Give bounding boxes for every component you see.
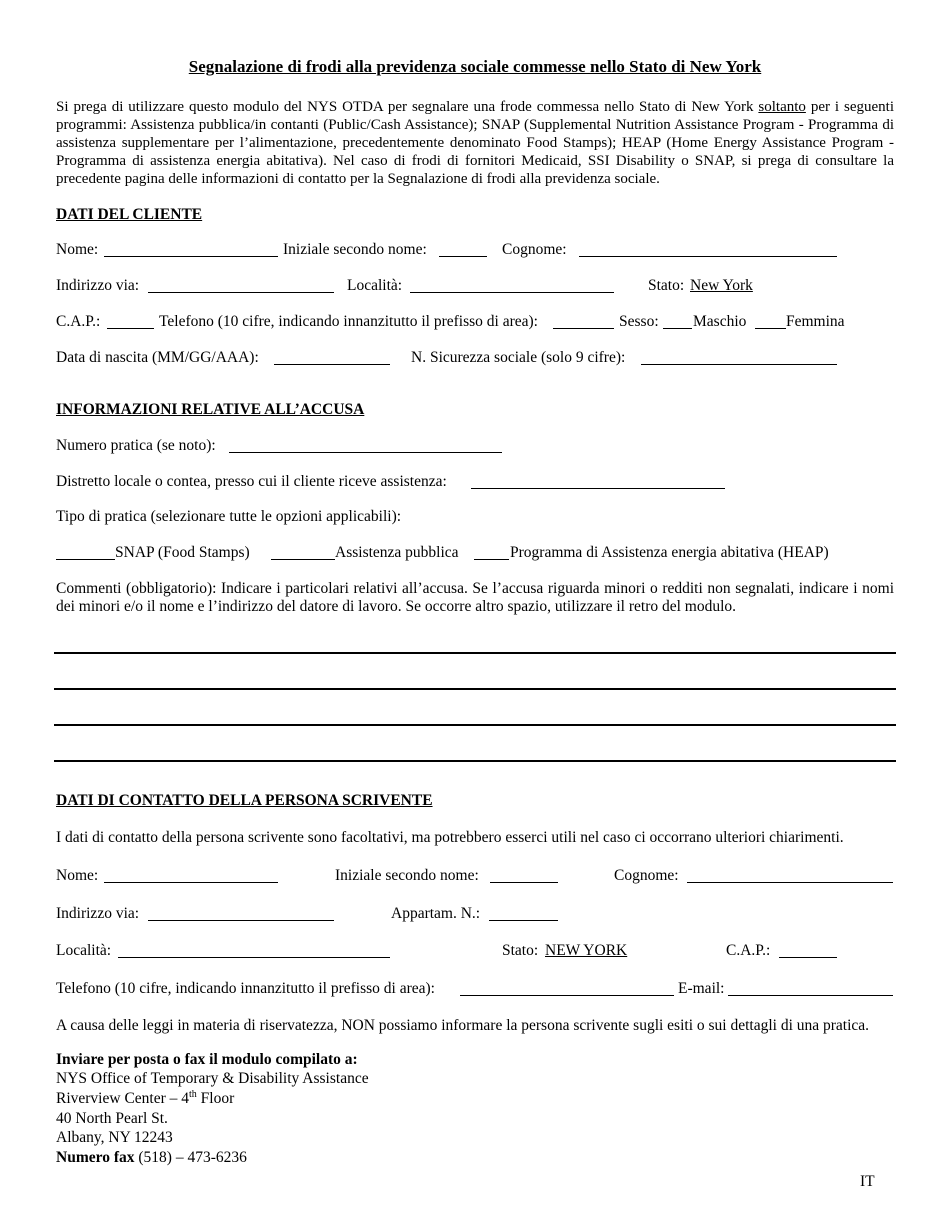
client-maschio-checkbox[interactable] [663,328,692,329]
distretto-field[interactable] [471,488,725,489]
comment-line-2[interactable] [54,688,896,690]
numero-pratica-field[interactable] [229,452,502,453]
scrivente-nome-label: Nome: [56,867,99,884]
scrivente-cognome-label: Cognome: [614,867,679,884]
scrivente-telefono-field[interactable] [460,995,674,996]
mailing-line-4: Albany, NY 12243 [56,1129,173,1146]
scrivente-cap-label: C.A.P.: [726,942,771,959]
client-iniziale-label: Iniziale secondo nome: [283,241,427,258]
client-cognome-field[interactable] [579,256,837,257]
client-localita-label: Località: [347,277,403,294]
scrivente-nome-field[interactable] [104,882,278,883]
client-maschio-label: Maschio [693,313,747,330]
fax-value: (518) – 473-6236 [134,1149,247,1166]
scrivente-indirizzo-field[interactable] [148,920,334,921]
scrivente-localita-label: Località: [56,942,112,959]
client-localita-field[interactable] [410,292,614,293]
opt-pubblica-checkbox[interactable] [271,559,335,560]
numero-pratica-label: Numero pratica (se noto): [56,437,216,454]
scrivente-email-label: E-mail: [678,980,725,997]
client-cognome-label: Cognome: [502,241,567,258]
mailing-line-1: NYS Office of Temporary & Disability Assistance [56,1070,369,1087]
client-nome-label: Nome: [56,241,99,258]
scrivente-email-field[interactable] [728,995,893,996]
opt-heap-label: Programma di Assistenza energia abitativa (HEAP) [510,544,829,561]
opt-snap-label: SNAP (Food Stamps) [115,544,250,561]
client-data-nascita-field[interactable] [274,364,390,365]
scrivente-iniziale-label: Iniziale secondo nome: [335,867,479,884]
scrivente-appartamento-field[interactable] [489,920,558,921]
client-stato-label: Stato: [648,277,685,294]
scrivente-telefono-label: Telefono (10 cifre, indicando innanzitutto il prefisso di area): [56,980,435,997]
scrivente-indirizzo-label: Indirizzo via: [56,905,140,922]
opt-pubblica-label: Assistenza pubblica [335,544,459,561]
scrivente-stato-label: Stato: [502,942,539,959]
client-indirizzo-label: Indirizzo via: [56,277,140,294]
scrivente-stato-value: NEW YORK [545,942,628,959]
fax-line [56,1149,247,1167]
client-section-heading: DATI DEL CLIENTE [56,206,203,223]
intro-text-1: Si prega di utilizzare questo modulo del NYS OTDA per segnalare una frode commessa nello Stato di New York [56,99,759,115]
mailing-line-2-text: Riverview Center – 4 [56,1090,190,1107]
privacy-notice: A causa delle leggi in materia di riservatezza, NON possiamo informare la persona scrivente sugli esiti o sui dettagli di una pratica. [56,1017,870,1034]
intro-paragraph [56,98,894,188]
scrivente-appartamento-label: Appartam. N.: [391,905,481,922]
language-code: IT [860,1173,875,1190]
mailing-line-2 [56,1090,234,1108]
comment-line-1[interactable] [54,652,896,654]
opt-heap-checkbox[interactable] [474,559,509,560]
client-iniziale-field[interactable] [439,256,487,257]
accusa-section-heading: INFORMAZIONI RELATIVE ALL’ACCUSA [56,401,365,418]
scrivente-section-heading: DATI DI CONTATTO DELLA PERSONA SCRIVENTE [56,792,433,809]
tipo-pratica-label: Tipo di pratica (selezionare tutte le opzioni applicabili): [56,508,402,525]
client-cap-label: C.A.P.: [56,313,101,330]
scrivente-cap-field[interactable] [779,957,837,958]
client-stato-value: New York [690,277,753,294]
client-data-nascita-label: Data di nascita (MM/GG/AAA): [56,349,259,366]
client-sesso-label: Sesso: [619,313,659,330]
client-femmina-checkbox[interactable] [755,328,786,329]
mailing-heading: Inviare per posta o fax il modulo compilato a: [56,1051,358,1068]
commenti-instructions: Commenti (obbligatorio): Indicare i particolari relativi all’accusa. Se l’accusa riguarda minori o redditi non segnalati, indicare i nomi dei minori e/o il nome e l’indirizzo del datore di lavoro. Se occorre altro spazio, utilizzare il retro del modulo. [56,580,894,615]
client-telefono-label: Telefono (10 cifre, indicando innanzitutto il prefisso di area): [159,313,538,330]
comment-line-3[interactable] [54,724,896,726]
comment-line-4[interactable] [54,760,896,762]
distretto-label: Distretto locale o contea, presso cui il cliente riceve assistenza: [56,473,447,490]
mailing-line-2-sup: th [189,1088,197,1100]
scrivente-iniziale-field[interactable] [490,882,558,883]
intro-emphasis: soltanto [758,99,806,115]
client-femmina-label: Femmina [786,313,845,330]
scrivente-note: I dati di contatto della persona scrivente sono facoltativi, ma potrebbero esserci utili nel caso ci occorrano ulteriori chiarimenti. [56,829,844,846]
client-ssn-label: N. Sicurezza sociale (solo 9 cifre): [411,349,626,366]
intro-text-2: per i seguenti programmi: Assistenza pubblica/in contanti (Public/Cash Assistance); SNAP (Supplemental Nutrition Assistance Program - Programma di assistenza supplementare per l’alimentazione, precedentemente denominato Food Stamps); HEAP (Home Energy Assistance Program - Programma di assistenza energia abitativa). Nel caso di frodi di fornitori Medicaid, SSI Disability o SNAP, si prega di consultare la precedente pagina delle informazioni di contatto per la Segnalazione di frodi alla previdenza sociale. [56,99,895,187]
client-cap-field[interactable] [107,328,154,329]
page-title: Segnalazione di frodi alla previdenza sociale commesse nello Stato di New York [188,57,762,76]
scrivente-cognome-field[interactable] [687,882,893,883]
client-ssn-field[interactable] [641,364,837,365]
opt-snap-checkbox[interactable] [56,559,115,560]
mailing-line-3: 40 North Pearl St. [56,1110,168,1127]
client-indirizzo-field[interactable] [148,292,334,293]
mailing-line-2-end: Floor [196,1090,235,1107]
client-telefono-field[interactable] [553,328,614,329]
fax-label: Numero fax [56,1149,135,1166]
scrivente-localita-field[interactable] [118,957,390,958]
client-nome-field[interactable] [104,256,278,257]
